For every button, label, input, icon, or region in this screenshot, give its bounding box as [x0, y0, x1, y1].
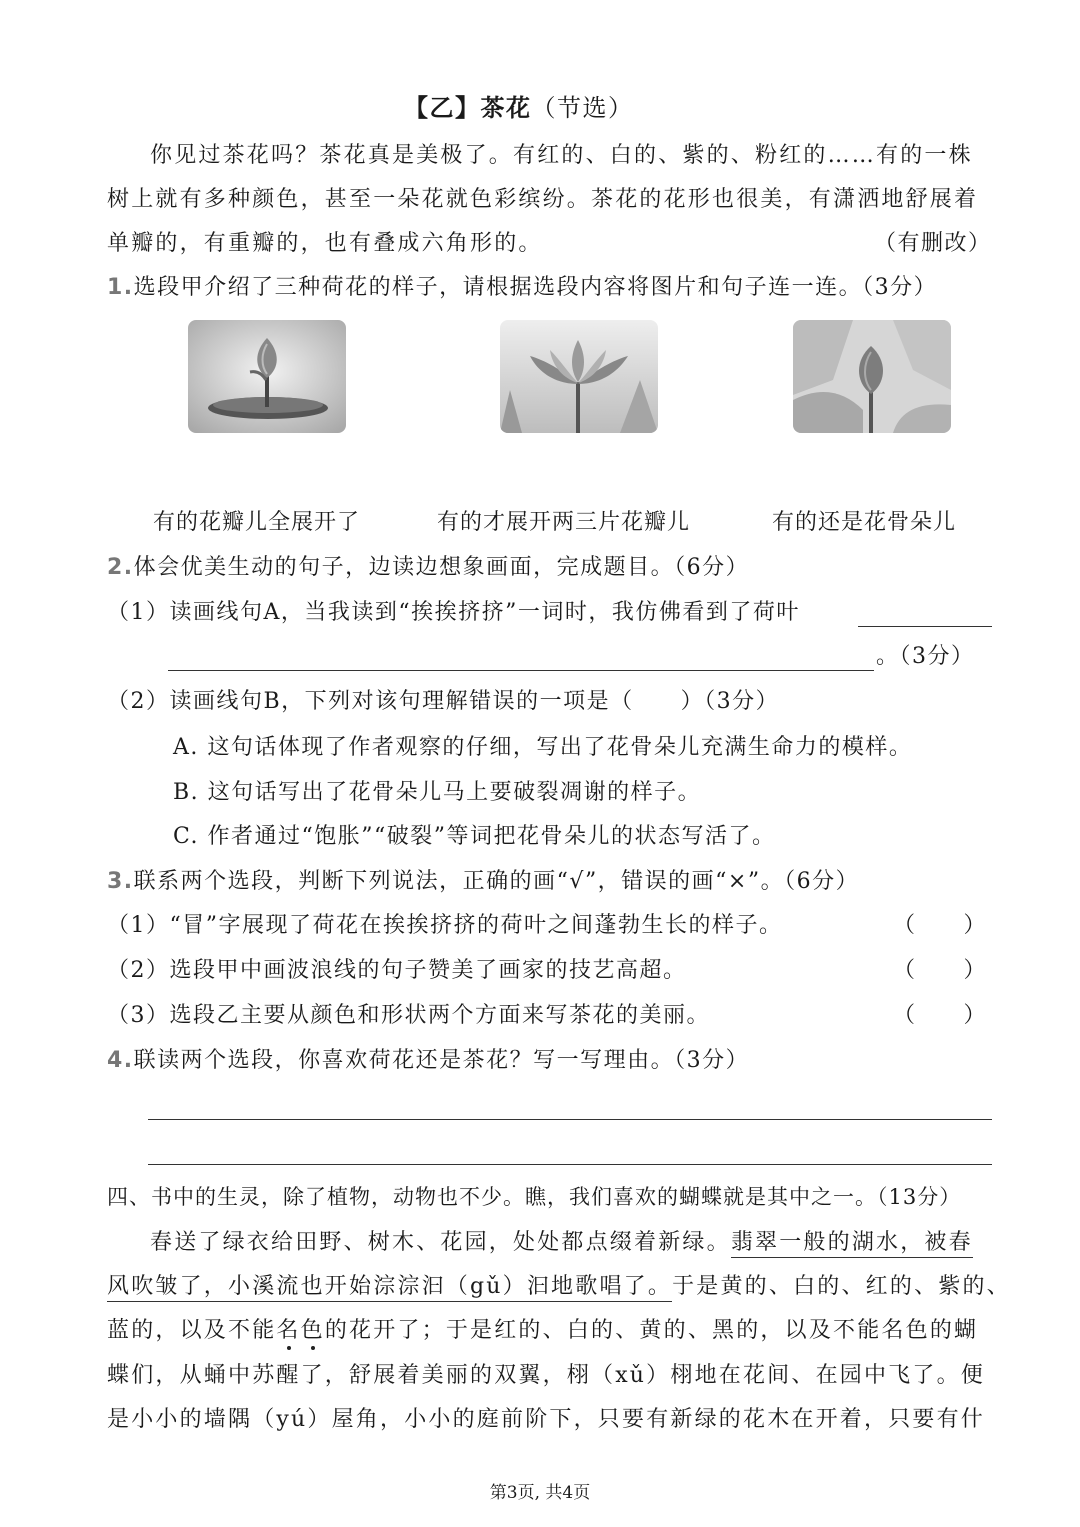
q2-sub1-score: 。（3分）	[876, 644, 975, 669]
section-4-line-3	[107, 1316, 978, 1346]
passage-title	[404, 92, 634, 124]
question-3	[107, 867, 859, 897]
plain-text: 的花开了；于是红的、白的、黄的、黑的，以及不能名色的蝴	[324, 1318, 979, 1343]
question-4	[107, 1046, 749, 1076]
question-number: 3.	[107, 869, 134, 894]
title-text: 茶花	[480, 93, 532, 122]
judge-bracket-3[interactable]: （ ）	[893, 1003, 988, 1028]
question-number: 1.	[107, 275, 134, 300]
judge-bracket-1[interactable]: （ ）	[893, 913, 988, 938]
match-option-2: 有的才展开两三片花瓣儿	[437, 510, 691, 535]
title-note: （节选）	[531, 94, 634, 122]
judge-bracket-2[interactable]: （ ）	[893, 958, 988, 983]
judge-item-1: （1）“冒”字展现了荷花在挨挨挤挤的荷叶之间蓬勃生长的样子。	[107, 913, 783, 938]
question-number: 4.	[107, 1048, 134, 1073]
q2-sub1: （1）读画线句A，当我读到“挨挨挤挤”一词时，我仿佛看到了荷叶	[107, 600, 800, 625]
passage-line-2: 树上就有多种颜色，甚至一朵花就色彩缤纷。茶花的花形也很美，有潇洒地舒展着	[107, 187, 979, 212]
choice-b: B. 这句话写出了花骨朵儿马上要破裂凋谢的样子。	[173, 780, 702, 805]
question-text: 联系两个选段，判断下列说法，正确的画“√”，错误的画“×”。（6分）	[133, 869, 860, 894]
title-mark: 【乙】	[404, 93, 481, 122]
lotus-open-photo	[500, 320, 658, 433]
q2-sub2: （2）读画线句B，下列对该句理解错误的一项是（ ）（3分）	[107, 689, 780, 714]
judge-item-2: （2）选段甲中画波浪线的句子赞美了画家的技艺高超。	[107, 958, 687, 983]
q4-answer-line-1[interactable]	[148, 1119, 992, 1120]
question-text: 体会优美生动的句子，边读边想象画面，完成题目。（6分）	[133, 555, 750, 580]
plain-text: 春送了绿衣给田野、树木、花园，处处都点缀着新绿。	[150, 1230, 731, 1255]
q2-sub1-answer-line-1[interactable]	[858, 626, 992, 627]
question-2	[107, 553, 749, 583]
section-4-heading: 四、书中的生灵，除了植物，动物也不少。瞧，我们喜欢的蝴蝶就是其中之一。（13分）	[107, 1185, 962, 1209]
section-4-line-5: 是小小的墙隅（yú）屋角，小小的庭前阶下，只要有新绿的花木在开着，只要有什	[107, 1407, 986, 1432]
choice-a: A. 这句话体现了作者观察的仔细，写出了花骨朵儿充满生命力的模样。	[173, 735, 913, 760]
source-note: （有删改）	[874, 231, 992, 256]
q4-answer-line-2[interactable]	[148, 1164, 992, 1165]
section-4-line-2	[107, 1272, 1011, 1302]
page-footer: 第3页, 共4页	[489, 1483, 591, 1503]
match-option-3: 有的还是花骨朵儿	[772, 510, 957, 535]
match-option-1: 有的花瓣儿全展开了	[153, 510, 361, 535]
question-text: 选段甲介绍了三种荷花的样子，请根据选段内容将图片和句子连一连。（3分）	[133, 275, 938, 300]
lotus-bud-leaves-photo	[793, 320, 951, 433]
question-text: 联读两个选段，你喜欢荷花还是茶花？写一写理由。（3分）	[133, 1048, 750, 1073]
plain-text: 蓝的，以及不能	[107, 1318, 277, 1343]
underlined-sentence: 翡翠一般的湖水，被春	[731, 1230, 973, 1258]
question-number: 2.	[107, 555, 134, 580]
emphasis-char: 色	[300, 1318, 325, 1343]
passage-line-1: 你见过茶花吗？茶花真是美极了。有红的、白的、紫的、粉红的……有的一株	[150, 143, 973, 168]
passage-line-3: 单瓣的，有重瓣的，也有叠成六角形的。	[107, 231, 543, 256]
judge-item-3: （3）选段乙主要从颜色和形状两个方面来写茶花的美丽。	[107, 1003, 710, 1028]
emphasis-char: 名	[276, 1318, 301, 1343]
underlined-sentence: 风吹皱了，小溪流也开始淙淙汩（gǔ）汩地歌唱了。	[107, 1274, 672, 1302]
question-1	[107, 273, 937, 303]
plain-text: 于是黄的、白的、红的、紫的、	[672, 1274, 1011, 1299]
choice-c: C. 作者通过“饱胀”“破裂”等词把花骨朵儿的状态写活了。	[173, 824, 776, 849]
section-4-line-4: 蝶们，从蛹中苏醒了，舒展着美丽的双翼，栩（xǔ）栩地在花间、在园中飞了。便	[107, 1363, 985, 1388]
section-4-line-1	[150, 1228, 973, 1258]
lotus-bud-photo	[188, 320, 346, 433]
q2-sub1-answer-line-2[interactable]	[168, 670, 874, 671]
